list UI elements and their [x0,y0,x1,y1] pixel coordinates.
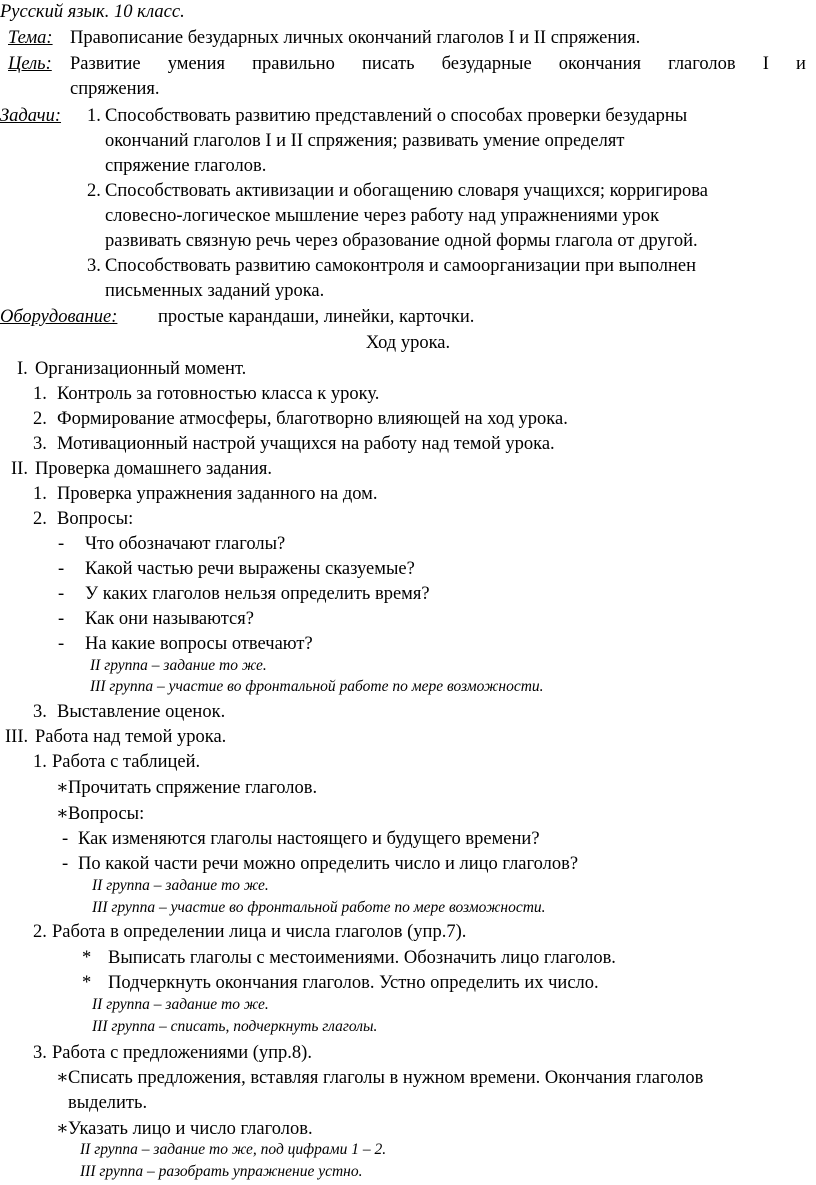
question-1: Что обозначают глаголы? [85,534,286,554]
star-bullet: ∗ [56,1119,69,1139]
question-4: Как они называются? [85,609,254,629]
section-1-num: I. [17,359,28,379]
star-bullet: ∗ [56,778,69,798]
section-1-title: Организационный момент. [35,359,247,379]
question-3: У каких глаголов нельзя определить время? [85,584,430,604]
goal-word: правильно [252,54,335,74]
w3-star-1-line-2: выделить. [68,1093,148,1113]
star-bullet: ∗ [56,1068,69,1088]
w2-note-2: III группа – списать, подчеркнуть глаголы. [92,1018,378,1035]
s3-work-2-num: 2. [33,922,47,942]
dash-bullet: - [58,584,65,604]
star-bullet: * [82,948,92,968]
dash-bullet: - [58,559,65,579]
s2-item-1-num: 1. [33,484,47,504]
task-3-num: 3. [87,256,101,276]
s1-item-2-num: 2. [33,409,47,429]
s2-item-2-text: Вопросы: [57,509,134,529]
w1-star-1: Прочитать спряжение глаголов. [68,778,318,798]
s2-item-2-num: 2. [33,509,47,529]
s1-item-3-num: 3. [33,434,47,454]
subject-line: Русский язык. 10 класс. [0,2,185,22]
task-2-num: 2. [87,181,101,201]
section-2-title: Проверка домашнего задания. [35,459,273,479]
s2-item-3-text: Выставление оценок. [57,702,226,722]
task-1-line-2: окончаний глаголов I и II спряжения; развивать умение определят [105,131,625,151]
equipment-text: простые карандаши, линейки, карточки. [158,307,475,327]
s1-item-1-num: 1. [33,384,47,404]
w3-star-1-line-1: Списать предложения, вставляя глаголы в нужном времени. Окончания глаголов [68,1068,704,1088]
dash-bullet: - [62,854,69,874]
s2-note-2: III группа – участие во фронтальной работе по мере возможности. [90,678,544,695]
s3-work-1-text: Работа с таблицей. [52,752,201,772]
goal-label: Цель: [8,54,52,74]
question-2: Какой частью речи выражены сказуемые? [85,559,415,579]
s1-item-1-text: Контроль за готовностью класса к уроку. [57,384,380,404]
task-1-line-3: спряжение глаголов. [105,156,267,176]
tasks-label: Задачи: [0,106,62,126]
w2-note-1: II группа – задание то же. [92,996,269,1013]
s1-item-3-text: Мотивационный настрой учащихся на работу над темой урока. [57,434,555,454]
w3-note-1: II группа – задание то же, под цифрами 1 – 2. [80,1141,387,1158]
goal-word: умения [167,54,225,74]
goal-word: окончания [558,54,642,74]
s2-item-3-num: 3. [33,702,47,722]
s1-item-2-text: Формирование атмосферы, благотворно влияющей на ход урока. [57,409,568,429]
s3-work-2-text: Работа в определении лица и числа глаголов (упр.7). [52,922,467,942]
s3-work-1-num: 1. [33,752,47,772]
s2-note-1: II группа – задание то же. [90,657,267,674]
task-2-line-3: развивать связную речь через образование одной формы глагола от другой. [105,231,698,251]
dash-bullet: - [62,829,69,849]
w1-question-2: По какой части речи можно определить число и лицо глаголов? [78,854,579,874]
goal-word: глаголов [668,54,736,74]
goal-word: безударные [441,54,532,74]
s3-work-3-text: Работа с предложениями (упр.8). [52,1043,312,1063]
w2-star-1: Выписать глаголы с местоимениями. Обозначить лицо глаголов. [108,948,616,968]
goal-word: Развитие [70,54,141,74]
section-2-num: II. [11,459,28,479]
equipment-label: Оборудование: [0,307,118,327]
goal-word: I [762,54,769,74]
w1-note-2: III группа – участие во фронтальной работе по мере возможности. [92,899,546,916]
goal-word: писать [362,54,415,74]
section-3-title: Работа над темой урока. [35,727,227,747]
w3-note-2: III группа – разобрать упражнение устно. [80,1163,363,1180]
goal-line-2: спряжения. [70,79,160,99]
task-1-line-1: Способствовать развитию представлений о способах проверки безударны [105,106,688,126]
theme-label: Тема: [8,28,53,48]
goal-word: и [796,54,806,74]
task-3-line-1: Способствовать развитию самоконтроля и самоорганизации при выполнен [105,256,696,276]
question-5: На какие вопросы отвечают? [85,634,313,654]
lesson-title: Ход урока. [365,333,451,353]
star-bullet: * [82,973,92,993]
w1-note-1: II группа – задание то же. [92,877,269,894]
task-3-line-2: письменных заданий урока. [105,281,325,301]
goal-line-1 [70,52,806,76]
task-2-line-2: словесно-логическое мышление через работу над упражнениями урок [105,206,660,226]
star-bullet: ∗ [56,804,69,824]
dash-bullet: - [58,634,65,654]
w3-star-2: Указать лицо и число глаголов. [68,1119,313,1139]
s3-work-3-num: 3. [33,1043,47,1063]
section-3-num: III. [5,727,29,747]
theme-text: Правописание безударных личных окончаний глаголов I и II спряжения. [70,28,641,48]
task-2-line-1: Способствовать активизации и обогащению словаря учащихся; корригирова [105,181,708,201]
s2-item-1-text: Проверка упражнения заданного на дом. [57,484,378,504]
dash-bullet: - [58,534,65,554]
w1-question-1: Как изменяются глаголы настоящего и будущего времени? [78,829,540,849]
w1-star-2: Вопросы: [68,804,145,824]
w2-star-2: Подчеркнуть окончания глаголов. Устно определить их число. [108,973,599,993]
dash-bullet: - [58,609,65,629]
task-1-num: 1. [87,106,101,126]
